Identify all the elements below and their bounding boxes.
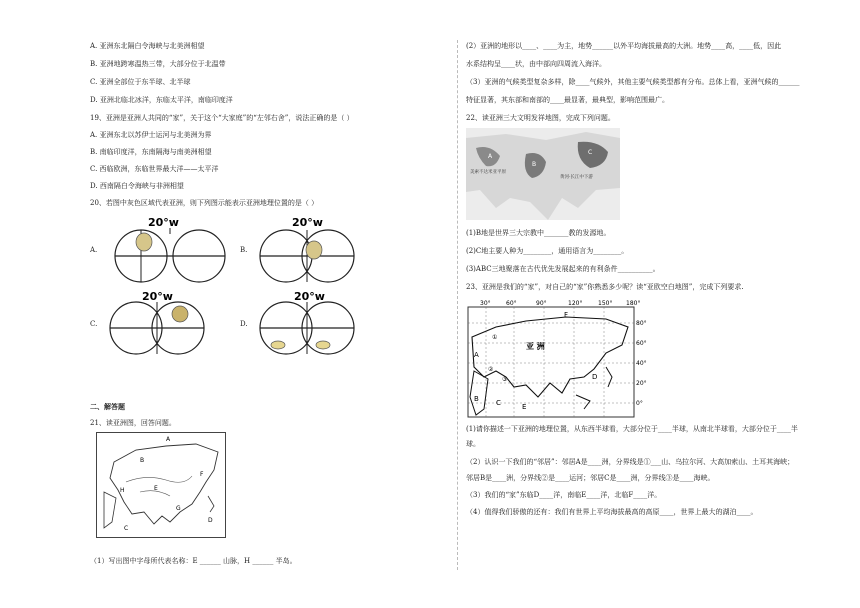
- q21-label-d: D: [208, 517, 213, 524]
- lon-60: 60°: [506, 300, 517, 307]
- q19-option-c: C. 西临欧洲，东临世界最大洋——太平洋: [90, 165, 219, 173]
- lat-40: 40°: [636, 360, 647, 367]
- asia-region-c: [172, 306, 188, 322]
- q23-asia-label: 亚 洲: [526, 342, 545, 351]
- q22-sub2: (2)C地主要人种为________，通用语言为________。: [466, 247, 629, 255]
- q22-right-caption: 黄河·长江中下游: [560, 175, 593, 180]
- q19-option-b: B. 南临印度洋，东南隔海与南美洲相望: [90, 148, 212, 156]
- fig-b-meridian: 20°w: [292, 216, 323, 229]
- q23-sub1-line2: 球。: [466, 440, 480, 448]
- q21-sub2-line2: 水系结构呈____状，由中部向四周流入海洋。: [466, 60, 606, 68]
- figure-c: [108, 288, 238, 358]
- q23-circle-1: ①: [492, 334, 498, 341]
- section-heading: 二、解答题: [90, 402, 125, 411]
- q22-civilization-map: [466, 128, 620, 220]
- q19-option-a: A. 亚洲东北以苏伊士运河与北美洲为界: [90, 131, 212, 139]
- q21-label-a: A: [166, 436, 171, 443]
- q23-eurasia-map: [466, 297, 658, 419]
- asia-region-d1: [271, 341, 285, 349]
- q22-left-caption: 美索不达米亚平原: [470, 170, 506, 175]
- q21-sub3-line2: 特征显著，其东部和南部的____最显著，最典型，影响范围最广。: [466, 96, 669, 104]
- lat-80: 80°: [636, 320, 647, 327]
- q19-option-d: D. 西南隔白令海峡与非洲相望: [90, 182, 184, 190]
- q18-option-d: D. 亚洲北临北冰洋，东临太平洋，南临印度洋: [90, 96, 233, 104]
- q23-circle-2: ②: [488, 366, 494, 373]
- q22-sub1: (1)B地是世界三大宗教中_______教的发源地。: [466, 229, 611, 237]
- q21-sub2-line1: (2）亚洲的地形以____、____为主，地势______以外平均海拔最高的大洲。地势____高，____低，因此: [466, 42, 782, 50]
- q23-sub4: （4）值得我们骄傲的还有：我们有世界上平均海拔最高的高原____，世界上最大的湖泊____。: [466, 508, 758, 516]
- q21-sub1: （1）写出图中字母所代表名称：E ______ 山脉，H ______ 半岛。: [90, 557, 297, 565]
- q21-label-b: B: [140, 457, 145, 464]
- q23-letter-c: C: [496, 399, 501, 407]
- q23-sub2-line2: 邻居B是____洲，分界线②是____运河；邻居C是____洲，分界线③是____海峡。: [466, 474, 715, 482]
- q21-label-c: C: [124, 525, 129, 532]
- fig-d-meridian: 20°w: [294, 290, 325, 303]
- q18-option-c: C. 亚洲全部位于东半球、北半球: [90, 78, 191, 86]
- q22-label-a: A: [488, 153, 493, 160]
- lat-20: 20°: [636, 380, 647, 387]
- q21-stem: 21、读亚洲图，回答问题。: [90, 419, 176, 427]
- q23-stem: 23、亚洲是我们的“家”，对自己的“家”你熟悉多少呢？读“亚欧空白地图”，完成下列要求.: [466, 283, 744, 291]
- q23-letter-f: F: [564, 311, 569, 319]
- lon-180: 180°: [626, 300, 641, 307]
- q22-label-b: B: [532, 161, 537, 168]
- asia-region-b: [306, 241, 322, 259]
- q23-sub2-line1: （2）认识一下我们的“邻居”：邻居A是____洲，分界线是①___山、乌拉尔河、大高加索山、土耳其海峡；: [466, 458, 795, 466]
- q20-stem: 20、若图中灰色区域代表亚洲，则下列图示能表示亚洲地理位置的是（ ）: [90, 199, 319, 207]
- lon-150: 150°: [598, 300, 613, 307]
- q23-sub3: （3）我们的“家”东临D____洋，南临E____洋，北临F____洋。: [466, 491, 662, 499]
- lon-30: 30°: [480, 300, 491, 307]
- q21-sub3-line1: （3）亚洲的气候类型复杂多样，除____气候外，其他主要气候类型都有分布。总体上看，亚洲气候的______: [466, 78, 800, 86]
- lat-0: 0°: [636, 400, 643, 407]
- q23-sub1-line1: (1)请你描述一下亚洲的地理位置，从东西半球看，大部分位于____半球，从南北半球看，大部分位于____半: [466, 425, 798, 433]
- figure-d: [258, 288, 388, 358]
- q22-label-c: C: [588, 149, 593, 156]
- q23-letter-d: D: [592, 373, 598, 381]
- q23-letter-a: A: [474, 351, 479, 359]
- fig-b-letter: B.: [240, 246, 248, 254]
- fig-d-letter: D.: [240, 320, 248, 328]
- column-divider: [457, 40, 458, 570]
- q21-label-f: F: [200, 471, 204, 478]
- fig-c-letter: C.: [90, 320, 98, 328]
- q19-stem: 19、亚洲是亚洲人共同的“家”，关于这个“大家庭”的“左邻右舍”，说法正确的是（ ）: [90, 114, 354, 122]
- asia-region-a: [136, 233, 152, 251]
- q22-stem: 22、读亚洲三大文明发祥地图，完成下列问题。: [466, 114, 615, 122]
- q23-circle-3: ③: [502, 376, 508, 383]
- q21-label-g: G: [176, 505, 181, 512]
- q23-letter-e: E: [522, 403, 527, 411]
- q22-sub3: (3)ABC三地聚落在古代优先发展起来的有利条件__________。: [466, 265, 660, 273]
- q18-option-b: B. 亚洲地跨寒温热三带，大部分位于北温带: [90, 60, 226, 68]
- q21-asia-map: [96, 432, 226, 538]
- lat-60: 60°: [636, 340, 647, 347]
- q21-label-h: H: [120, 487, 125, 494]
- fig-c-meridian: 20°w: [142, 290, 173, 303]
- asia-region-d2: [316, 341, 330, 349]
- fig-a-letter: A.: [90, 246, 98, 254]
- q18-option-a: A. 亚洲东北隔白令海峡与北美洲相望: [90, 42, 205, 50]
- lon-120: 120°: [568, 300, 583, 307]
- figure-b: [258, 214, 388, 284]
- q23-letter-b: B: [474, 395, 479, 403]
- q21-label-e: E: [154, 485, 158, 492]
- figure-a: [108, 214, 238, 284]
- fig-a-meridian: 20°w: [148, 216, 179, 229]
- lon-90: 90°: [536, 300, 547, 307]
